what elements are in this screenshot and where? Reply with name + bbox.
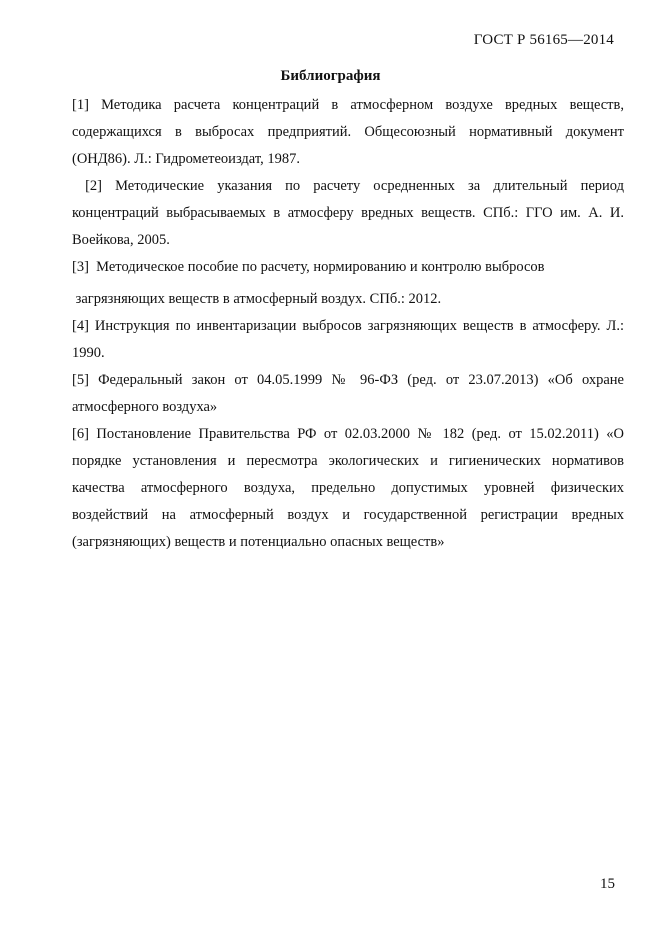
page-title: Библиография [280,68,381,84]
standard-code-header: ГОСТ Р 56165—2014 [473,32,614,48]
bibliography-entry-3-line-1: [3] Методическое пособие по расчету, нормированию и контролю выбросов [72,259,545,275]
bibliography-entry-1: [1] Методика расчета концентраций в атмосферном воздухе вредных веществ, содержащихся в выбросах предприятий. Общесоюзный нормативный документ (ОНД86). Л.: Гидрометеоиздат, 1987. [72,97,624,167]
bibliography-entry-4: [4] Инструкция по инвентаризации выбросов загрязняющих веществ в атмосферу. Л.: 1990. [72,318,624,361]
bibliography-entry-6: [6] Постановление Правительства РФ от 02.03.2000 № 182 (ред. от 15.02.2011) «О порядке установления и пересмотра экологических и гигиенических нормативов качества атмосферного воздуха, предельно допустимых уровней физических воздействий на атмосферный воздух и государственной регистрации вредных (загрязняющих) веществ и потенциально опасных веществ» [72,426,624,550]
page-number: 15 [600,876,615,892]
bibliography-entry-5: [5] Федеральный закон от 04.05.1999 № 96-ФЗ (ред. от 23.07.2013) «Об охране атмосферного воздуха» [72,372,624,415]
bibliography-entry-2: [2] Методические указания по расчету осредненных за длительный период концентраций выбрасываемых в атмосферу вредных веществ. СПб.: ГГО им. А. И. Воейкова, 2005. [72,178,628,248]
bibliography-entry-3-line-2: загрязняющих веществ в атмосферный воздух. СПб.: 2012. [72,291,442,307]
